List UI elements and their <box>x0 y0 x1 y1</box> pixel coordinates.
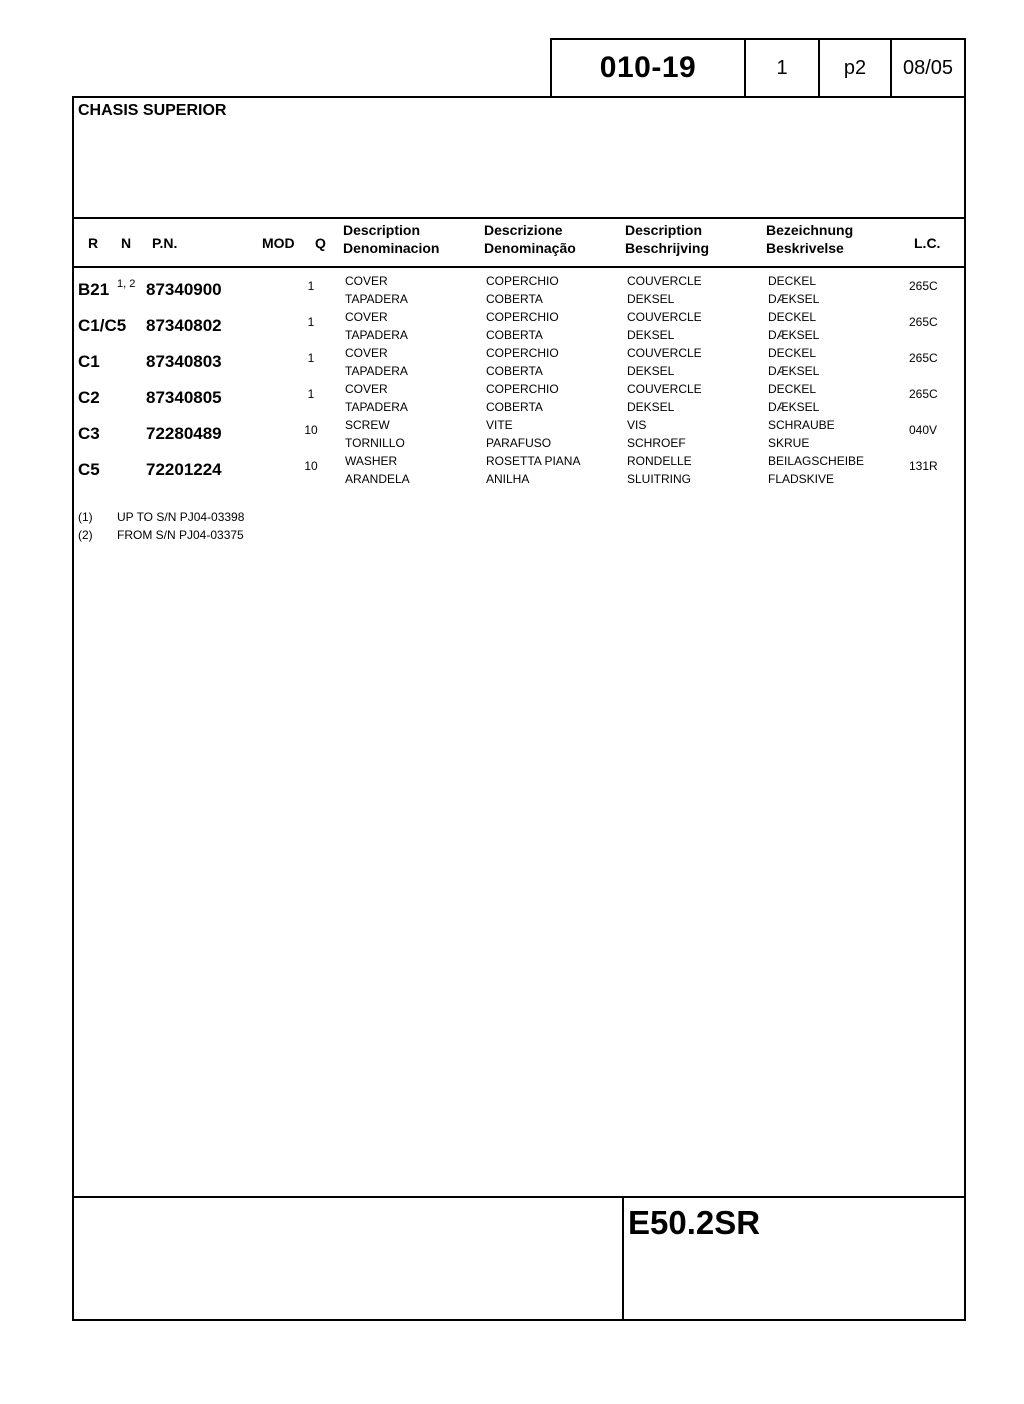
row-desc1 <box>345 308 408 344</box>
col-header-desc3-line2: Beschrijving <box>625 240 710 256</box>
row-desc2 <box>486 272 559 308</box>
row-desc1 <box>345 380 408 416</box>
row-desc3-line2: DEKSEL <box>627 364 675 378</box>
row-desc1 <box>345 272 408 308</box>
row-desc4-line2: DÆKSEL <box>768 364 820 378</box>
row-desc3 <box>627 416 686 452</box>
row-part-number: 87340803 <box>146 352 222 371</box>
row-lc: 040V <box>909 423 938 437</box>
col-header-desc4-line1: Bezeichnung <box>766 222 854 238</box>
row-desc3 <box>627 452 692 488</box>
footnote-2-text: FROM S/N PJ04-03375 <box>117 528 244 542</box>
row-desc3-line2: DEKSEL <box>627 400 675 414</box>
row-desc1 <box>345 452 410 488</box>
row-desc1-line1: SCREW <box>345 418 390 432</box>
frame-top <box>72 96 966 98</box>
col-header-desc3-line1: Description <box>625 222 703 238</box>
row-desc4-line2: DÆKSEL <box>768 328 820 342</box>
row-desc1-line2: TAPADERA <box>345 364 408 378</box>
row-desc4-line1: BEILAGSCHEIBE <box>768 454 865 468</box>
col-header-r: R <box>88 235 99 251</box>
row-desc4 <box>768 416 835 452</box>
row-ref: B21 <box>78 280 110 299</box>
row-desc2 <box>486 308 559 344</box>
footer-divider <box>622 1196 624 1321</box>
row-desc2-line2: COBERTA <box>486 328 543 342</box>
row-desc1 <box>345 344 408 380</box>
col-header-desc4-line2: Beskrivelse <box>766 240 844 256</box>
row-desc4-line2: DÆKSEL <box>768 292 820 306</box>
row-desc3-line2: SCHROEF <box>627 436 686 450</box>
footnote-1-mark: (1) <box>78 510 93 524</box>
row-ref: C5 <box>78 460 100 479</box>
table-row <box>0 308 1024 344</box>
row-desc2-line2: COBERTA <box>486 292 543 306</box>
footer-top <box>72 1196 966 1198</box>
document-code: 010-19 <box>599 51 697 84</box>
row-desc4 <box>768 380 819 416</box>
row-desc4 <box>768 308 819 344</box>
row-note: 1, 2 <box>117 278 136 290</box>
row-desc1-line2: TAPADERA <box>345 400 408 414</box>
row-desc1-line1: COVER <box>345 274 388 288</box>
table-header-top <box>72 217 966 219</box>
row-desc2-line1: ROSETTA PIANA <box>486 454 581 468</box>
row-part-number: 87340802 <box>146 316 222 335</box>
row-desc1-line1: WASHER <box>345 454 398 468</box>
row-lc: 265C <box>909 351 938 365</box>
col-header-desc1-line2: Denominacion <box>343 240 440 256</box>
row-desc2-line1: COPERCHIO <box>486 274 559 288</box>
row-desc2 <box>486 380 559 416</box>
row-ref: C3 <box>78 424 100 443</box>
row-quantity: 1 <box>307 315 315 329</box>
row-desc2-line1: VITE <box>486 418 513 432</box>
col-header-pn: P.N. <box>152 235 178 251</box>
row-quantity: 10 <box>304 459 318 473</box>
table-row <box>0 272 1024 308</box>
row-desc4 <box>768 344 819 380</box>
row-desc4-line2: DÆKSEL <box>768 400 820 414</box>
row-desc3-line1: COUVERCLE <box>627 274 702 288</box>
row-lc: 131R <box>909 459 938 473</box>
row-desc4-line1: DECKEL <box>768 310 817 324</box>
model-name: E50.2SR <box>628 1204 761 1241</box>
header-box-right <box>964 38 966 1321</box>
footnote-2-mark: (2) <box>78 528 93 542</box>
col-header-n: N <box>121 235 132 251</box>
col-header-desc1 <box>343 221 439 257</box>
col-header-desc2 <box>484 221 576 257</box>
col-header-q: Q <box>315 235 326 251</box>
table-row <box>0 380 1024 416</box>
row-desc1-line2: TAPADERA <box>345 328 408 342</box>
table-row <box>0 344 1024 380</box>
page-number: p2 <box>843 56 867 79</box>
row-desc2-line1: COPERCHIO <box>486 346 559 360</box>
row-desc1-line2: TAPADERA <box>345 292 408 306</box>
row-desc2 <box>486 452 580 488</box>
row-desc3-line1: COUVERCLE <box>627 346 702 360</box>
row-quantity: 10 <box>304 423 318 437</box>
row-desc4-line2: SKRUE <box>768 436 810 450</box>
table-header-bottom <box>72 266 966 268</box>
row-desc3 <box>627 380 702 416</box>
row-desc1-line2: ARANDELA <box>345 472 410 486</box>
row-desc3-line2: DEKSEL <box>627 328 675 342</box>
row-desc4-line1: DECKEL <box>768 274 817 288</box>
row-desc1-line1: COVER <box>345 310 388 324</box>
row-quantity: 1 <box>307 387 315 401</box>
table-row <box>0 452 1024 488</box>
frame-bottom <box>72 1319 966 1321</box>
row-desc2-line2: PARAFUSO <box>486 436 552 450</box>
row-desc3-line1: VIS <box>627 418 647 432</box>
row-quantity: 1 <box>307 351 315 365</box>
row-desc2-line2: COBERTA <box>486 400 543 414</box>
row-desc4-line1: DECKEL <box>768 346 817 360</box>
row-desc2-line2: COBERTA <box>486 364 543 378</box>
row-ref: C1/C5 <box>78 316 127 335</box>
footnote-1-text: UP TO S/N PJ04-03398 <box>117 510 245 524</box>
col-header-lc: L.C. <box>914 235 941 251</box>
row-quantity: 1 <box>307 279 315 293</box>
col-header-desc2-line1: Descrizione <box>484 222 563 238</box>
row-desc2-line1: COPERCHIO <box>486 310 559 324</box>
row-lc: 265C <box>909 315 938 329</box>
col-header-mod: MOD <box>262 235 295 251</box>
table-row <box>0 416 1024 452</box>
row-part-number: 87340805 <box>146 388 222 407</box>
row-desc1 <box>345 416 405 452</box>
row-desc3 <box>627 272 702 308</box>
row-desc4 <box>768 272 819 308</box>
row-desc2-line1: COPERCHIO <box>486 382 559 396</box>
row-desc2 <box>486 416 551 452</box>
row-part-number: 72201224 <box>146 460 222 479</box>
row-desc3-line2: DEKSEL <box>627 292 675 306</box>
row-desc3-line2: SLUITRING <box>627 472 692 486</box>
row-ref: C2 <box>78 388 100 407</box>
col-header-desc1-line1: Description <box>343 222 421 238</box>
col-header-desc3 <box>625 221 709 257</box>
row-desc4-line2: FLADSKIVE <box>768 472 835 486</box>
section-title: CHASIS SUPERIOR <box>78 102 227 119</box>
row-desc1-line2: TORNILLO <box>345 436 405 450</box>
row-desc3 <box>627 308 702 344</box>
row-desc4 <box>768 452 864 488</box>
row-desc3-line1: RONDELLE <box>627 454 692 468</box>
col-header-desc2-line2: Denominação <box>484 240 576 256</box>
row-lc: 265C <box>909 279 938 293</box>
row-ref: C1 <box>78 352 100 371</box>
row-desc3-line1: COUVERCLE <box>627 382 702 396</box>
sheet-number: 1 <box>776 56 788 79</box>
revision-date: 08/05 <box>902 56 954 79</box>
row-desc4-line1: SCHRAUBE <box>768 418 835 432</box>
row-desc1-line1: COVER <box>345 346 388 360</box>
row-part-number: 72280489 <box>146 424 222 443</box>
row-desc3-line1: COUVERCLE <box>627 310 702 324</box>
row-lc: 265C <box>909 387 938 401</box>
row-desc2 <box>486 344 559 380</box>
col-header-desc4 <box>766 221 853 257</box>
row-desc3 <box>627 344 702 380</box>
row-part-number: 87340900 <box>146 280 222 299</box>
row-desc2-line2: ANILHA <box>486 472 530 486</box>
row-desc1-line1: COVER <box>345 382 388 396</box>
row-desc4-line1: DECKEL <box>768 382 817 396</box>
